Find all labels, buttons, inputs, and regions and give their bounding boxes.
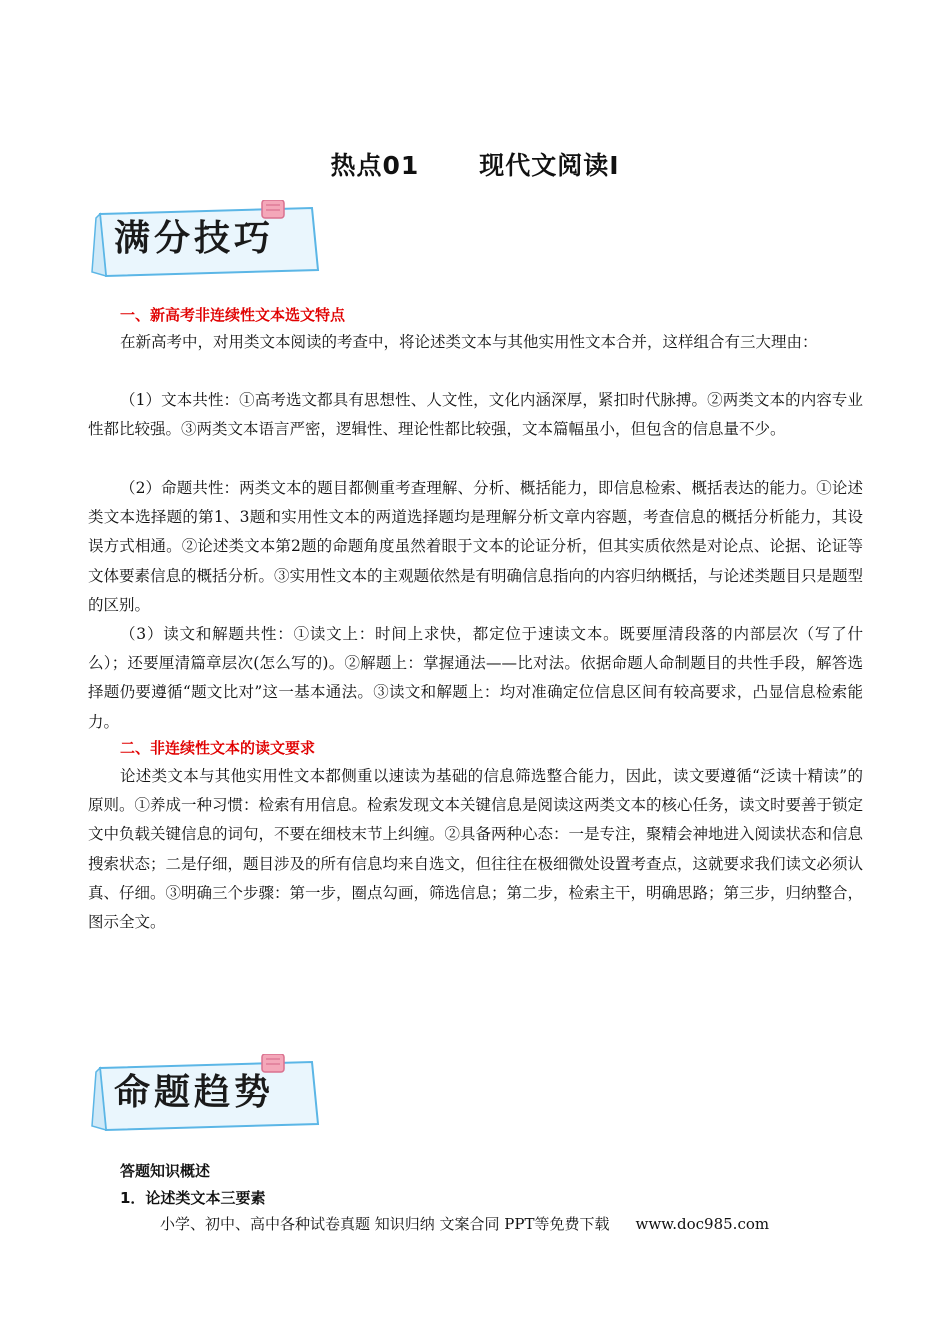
title-number: 热点01 (330, 151, 420, 180)
section2-paragraph: 论述类文本与其他实用性文本都侧重以速读为基础的信息筛选整合能力，因此，读文要遵循“泛读十精读”的原则。①养成一种习惯：检索有用信息。检索发现文本关键信息是阅读这两类文本的核心任务，读文时要善于锁定文中负载关键信息的词句，不要在细枝末节上纠缠。②具备两种心态：一是专注，聚精会神地进入阅读状态和信息搜索状态；二是仔细，题目涉及的所有信息均来自选文，但往往在极细微处设置考查点，这就要求我们读文必须认真、仔细。③明确三个步骤：第一步，圈点勾画，筛选信息；第二步，检索主干，明确思路；第三步，归纳整合，图示全文。 (88, 767, 864, 932)
section1-heading: 一、新高考非连续性文本选文特点 (120, 306, 346, 324)
banner-trends-label: 命题趋势 (114, 1071, 275, 1113)
banner-skills-label: 满分技巧 (114, 217, 275, 259)
section1-paragraph: （1）文本共性：①高考选文都具有思想性、人文性，文化内涵深厚，紧扣时代脉搏。②两类文本的内容专业性都比较强。③两类文本语言严密，逻辑性、理论性都比较强，文本篇幅虽小，但包含的信息量不少。 (88, 391, 863, 439)
page-title (0, 146, 950, 182)
section1-paragraph: 在新高考中，对用类文本阅读的考查中，将论述类文本与其他实用性文本合并，这样组合有三大理由： (120, 333, 818, 351)
section3-subheading: 1．论述类文本三要素 (120, 1189, 266, 1207)
section1-paragraph: （3）读文和解题共性：①读文上：时间上求快，都定位于速读文本。既要厘清段落的内部层次（写了什么）；还要厘清篇章层次(怎么写的)。②解题上：掌握通法——比对法。依据命题人命制题目的共性手段，解答选择题仍要遵循“题文比对”这一基本通法。③读文和解题上：均对准确定位信息区间有较高要求，凸显信息检索能力。 (88, 625, 863, 731)
footer-url[interactable]: www.doc985.com (635, 1215, 770, 1233)
section2-heading: 二、非连续性文本的读文要求 (120, 739, 316, 757)
banner-trends (86, 1054, 326, 1134)
title-topic: 现代文阅读Ⅰ (479, 151, 620, 180)
page-footer (160, 1213, 769, 1234)
section3-heading: 答题知识概述 (120, 1162, 211, 1180)
footer-text: 小学、初中、高中各种试卷真题 知识归纳 文案合同 PPT等免费下载 (160, 1215, 610, 1233)
banner-skills (86, 200, 326, 280)
section1-paragraph: （2）命题共性：两类文本的题目都侧重考查理解、分析、概括能力，即信息检索、概括表达的能力。①论述类文本选择题的第1、3题和实用性文本的两道选择题均是理解分析文章内容题，考查信息的概括分析能力，其设误方式相通。②论述类文本第2题的命题角度虽然着眼于文本的论证分析，但其实质依然是对论点、论据、论证等文体要素信息的概括分析。③实用性文本的主观题依然是有明确信息指向的内容归纳概括，与论述类题目只是题型的区别。 (88, 479, 864, 614)
